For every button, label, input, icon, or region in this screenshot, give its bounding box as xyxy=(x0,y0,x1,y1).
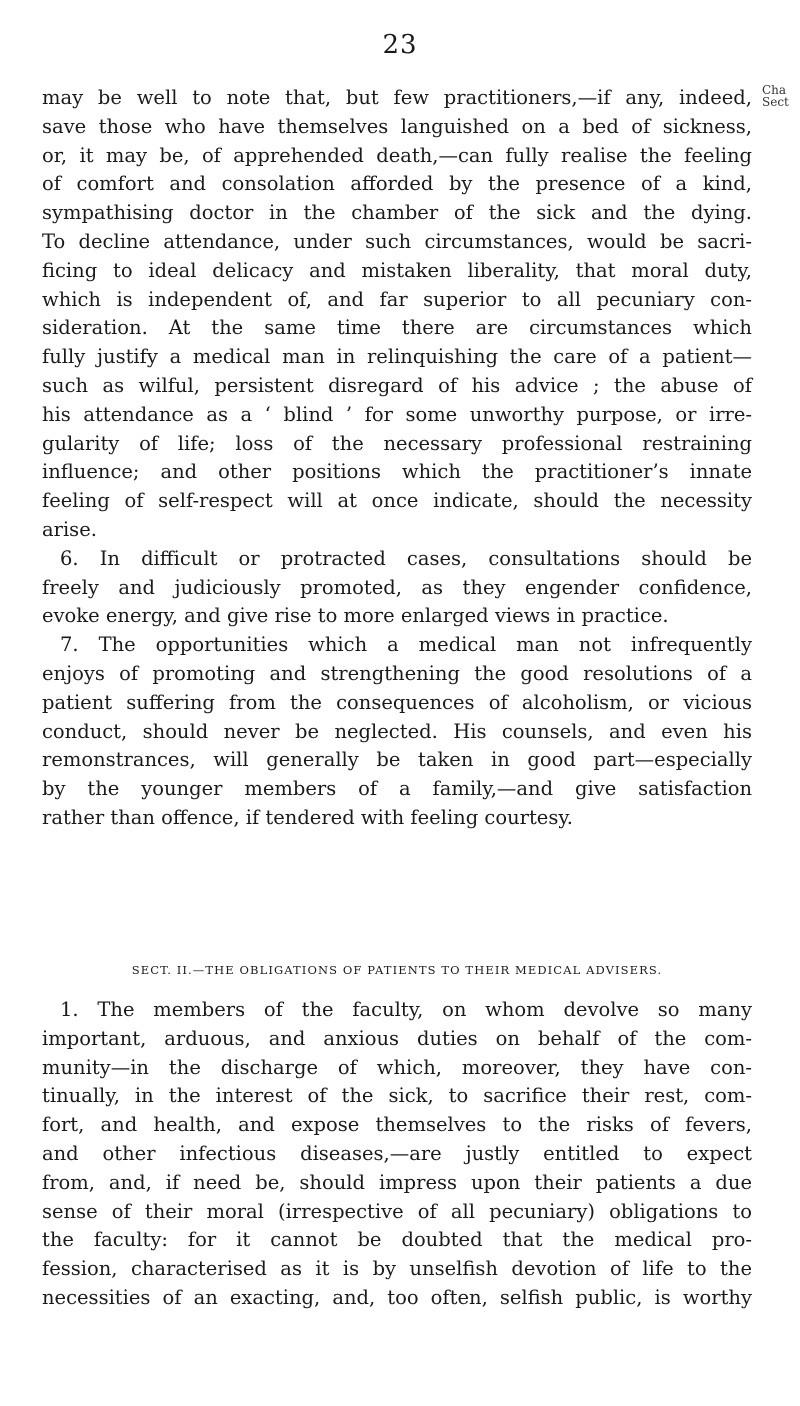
text-line: fession, characterised as it is by unselfish devotion of life to the xyxy=(42,1257,752,1281)
text-line: gularity of life; loss of the necessary professional restraining xyxy=(42,431,752,455)
text-line: influence; and other positions which the practitioner’s innate xyxy=(42,460,752,484)
text-line: munity—in the discharge of which, moreover, they have con- xyxy=(42,1055,752,1079)
text-line: which is independent of, and far superior to all pecuniary con- xyxy=(42,287,752,311)
text-line: patient suffering from the consequences of alcoholism, or vicious xyxy=(42,690,752,714)
text-line: fully justify a medical man in relinquishing the care of a patient— xyxy=(42,345,752,369)
text-line: important, arduous, and anxious duties on behalf of the com- xyxy=(42,1026,752,1050)
text-line: necessities of an exacting, and, too often, selfish public, is worthy xyxy=(42,1285,752,1309)
text-line: sense of their moral (irrespective of all pecuniary) obligations to xyxy=(42,1199,752,1223)
text-line: fort, and health, and expose themselves to the risks of fevers, xyxy=(42,1113,752,1137)
text-line: To decline attendance, under such circumstances, would be sacri- xyxy=(42,229,752,253)
text-line: his attendance as a ‘ blind ’ for some unworthy purpose, or irre- xyxy=(42,402,752,426)
margin-note-line: Sect xyxy=(762,95,789,108)
text-line: may be well to note that, but few practitioners,—if any, indeed, xyxy=(42,86,752,109)
text-line: tinually, in the interest of the sick, to sacrifice their rest, com- xyxy=(42,1084,752,1108)
text-line: freely and judiciously promoted, as they engender confidence, xyxy=(42,575,752,599)
paragraph-7-start: 7. The opportunities which a medical man not infrequently xyxy=(60,633,752,657)
text-line: rather than offence, if tendered with feeling courtesy. xyxy=(42,805,573,829)
text-line: arise. xyxy=(42,517,97,541)
page-number: 23 xyxy=(382,30,418,60)
body-text-block-2 xyxy=(42,996,752,1313)
text-line: or, it may be, of apprehended death,—can fully realise the feeling xyxy=(42,143,752,167)
text-line: feeling of self-respect will at once indicate, should the necessity xyxy=(42,489,752,513)
margin-chapter-note xyxy=(762,84,800,108)
margin-note-line: Cha xyxy=(762,84,787,97)
text-line: such as wilful, persistent disregard of his advice ; the abuse of xyxy=(42,373,752,397)
paragraph-1-start: 1. The members of the faculty, on whom devolve so many xyxy=(60,998,752,1021)
text-line: remonstrances, will generally be taken in good part—especially xyxy=(42,748,752,772)
text-line: sideration. At the same time there are circumstances which xyxy=(42,316,752,340)
text-line: and other infectious diseases,—are justly entitled to expect xyxy=(42,1141,752,1165)
text-line: conduct, should never be neglected. His counsels, and even his xyxy=(42,719,752,743)
text-line: evoke energy, and give rise to more enlarged views in practice. xyxy=(42,604,669,628)
text-line: sympathising doctor in the chamber of the sick and the dying. xyxy=(42,201,752,225)
body-text-block-1 xyxy=(42,84,752,833)
text-line: ficing to ideal delicacy and mistaken liberality, that moral duty, xyxy=(42,258,752,282)
text-line: save those who have themselves languished on a bed of sickness, xyxy=(42,114,752,138)
text-line: the faculty: for it cannot be doubted that the medical pro- xyxy=(42,1228,752,1252)
text-line: enjoys of promoting and strengthening the good resolutions of a xyxy=(42,661,752,685)
text-line: by the younger members of a family,—and give satisfaction xyxy=(42,777,752,801)
text-line: from, and, if need be, should impress upon their patients a due xyxy=(42,1170,752,1194)
section-heading: SECT. II.—THE OBLIGATIONS OF PATIENTS TO THEIR MEDICAL ADVISERS. xyxy=(131,963,663,977)
paragraph-6-start: 6. In difficult or protracted cases, consultations should be xyxy=(60,546,752,570)
text-line: of comfort and consolation afforded by the presence of a kind, xyxy=(42,172,752,196)
